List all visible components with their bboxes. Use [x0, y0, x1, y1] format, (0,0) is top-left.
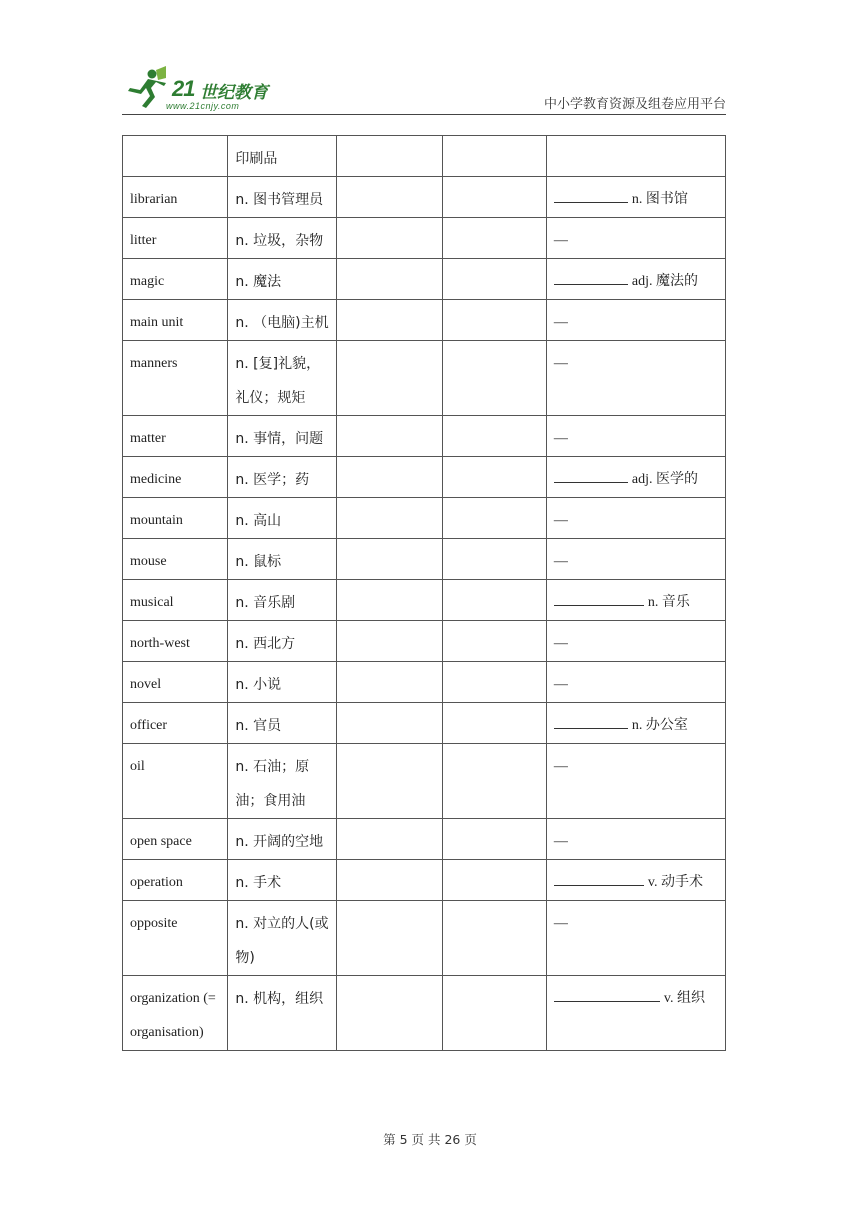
meaning-cell: n. 对立的人(或物) — [228, 901, 337, 976]
meaning-cell: n. 开阔的空地 — [228, 819, 337, 860]
empty-cell — [442, 860, 546, 901]
derivative-cell — [546, 860, 725, 901]
derivative-cell — [546, 341, 725, 416]
empty-cell — [442, 539, 546, 580]
empty-cell — [337, 539, 442, 580]
table-row — [123, 498, 726, 539]
table-row — [123, 416, 726, 457]
empty-cell — [442, 901, 546, 976]
derivative-text: n. 图书馆 — [631, 192, 688, 207]
derivative-cell — [546, 580, 725, 621]
derivative-text: — — [553, 916, 568, 931]
page-number: 第 5 页 共 26 页 — [383, 1132, 477, 1147]
derivative-text: — — [553, 554, 568, 569]
fill-blank[interactable] — [554, 270, 628, 285]
meaning-cell: n. 机构，组织 — [228, 976, 337, 1051]
derivative-text: n. 办公室 — [631, 718, 688, 733]
derivative-text: — — [553, 315, 568, 330]
derivative-cell — [546, 621, 725, 662]
meaning-cell: n. 手术 — [228, 860, 337, 901]
table-row — [123, 901, 726, 976]
table-row — [123, 136, 726, 177]
word-cell — [123, 136, 228, 177]
empty-cell — [337, 457, 442, 498]
derivative-cell — [546, 300, 725, 341]
word-cell: opposite — [123, 901, 228, 976]
derivative-text: n. 音乐 — [647, 595, 690, 610]
empty-cell — [337, 976, 442, 1051]
fill-blank[interactable] — [554, 591, 644, 606]
word-cell: novel — [123, 662, 228, 703]
table-row — [123, 819, 726, 860]
derivative-cell — [546, 259, 725, 300]
meaning-cell: n. 图书管理员 — [228, 177, 337, 218]
meaning-cell: n. 官员 — [228, 703, 337, 744]
table-row — [123, 259, 726, 300]
derivative-text: — — [553, 636, 568, 651]
meaning-cell: n. 医学；药 — [228, 457, 337, 498]
fill-blank[interactable] — [554, 188, 628, 203]
empty-cell — [337, 218, 442, 259]
word-cell: magic — [123, 259, 228, 300]
word-cell: litter — [123, 218, 228, 259]
empty-cell — [337, 662, 442, 703]
derivative-cell — [546, 218, 725, 259]
derivative-cell — [546, 901, 725, 976]
empty-cell — [337, 416, 442, 457]
empty-cell — [442, 416, 546, 457]
meaning-cell: n. 鼠标 — [228, 539, 337, 580]
empty-cell — [337, 744, 442, 819]
meaning-cell: n. 魔法 — [228, 259, 337, 300]
word-cell: medicine — [123, 457, 228, 498]
runner-icon — [122, 66, 172, 112]
word-cell: officer — [123, 703, 228, 744]
derivative-text: — — [553, 431, 568, 446]
table-row — [123, 177, 726, 218]
derivative-cell — [546, 662, 725, 703]
word-cell: matter — [123, 416, 228, 457]
logo-number: 21 — [172, 76, 195, 101]
derivative-text: — — [553, 834, 568, 849]
vocabulary-table — [122, 135, 726, 1051]
fill-blank[interactable] — [554, 987, 660, 1002]
table-row — [123, 218, 726, 259]
table-row — [123, 300, 726, 341]
empty-cell — [337, 621, 442, 662]
word-cell: musical — [123, 580, 228, 621]
derivative-text: — — [553, 356, 568, 371]
derivative-cell — [546, 744, 725, 819]
empty-cell — [442, 300, 546, 341]
derivative-text: — — [553, 513, 568, 528]
table-row — [123, 341, 726, 416]
empty-cell — [442, 498, 546, 539]
page-header — [122, 66, 726, 115]
derivative-cell — [546, 498, 725, 539]
empty-cell — [442, 259, 546, 300]
derivative-text: — — [553, 677, 568, 692]
empty-cell — [442, 341, 546, 416]
empty-cell — [337, 136, 442, 177]
derivative-cell — [546, 539, 725, 580]
empty-cell — [442, 819, 546, 860]
derivative-cell — [546, 457, 725, 498]
empty-cell — [337, 860, 442, 901]
meaning-cell: n. 石油；原油；食用油 — [228, 744, 337, 819]
empty-cell — [337, 498, 442, 539]
logo-url: www.21cnjy.com — [166, 101, 240, 111]
empty-cell — [337, 703, 442, 744]
meaning-cell: n. [复]礼貌，礼仪；规矩 — [228, 341, 337, 416]
meaning-cell: n. 高山 — [228, 498, 337, 539]
site-logo — [122, 66, 292, 112]
fill-blank[interactable] — [554, 468, 628, 483]
empty-cell — [442, 177, 546, 218]
empty-cell — [442, 580, 546, 621]
table-row — [123, 539, 726, 580]
word-cell: mountain — [123, 498, 228, 539]
derivative-text: adj. 魔法的 — [631, 274, 698, 289]
word-cell: librarian — [123, 177, 228, 218]
meaning-cell: n. 西北方 — [228, 621, 337, 662]
fill-blank[interactable] — [554, 714, 628, 729]
derivative-cell — [546, 819, 725, 860]
derivative-text: v. 组织 — [663, 991, 705, 1006]
empty-cell — [337, 259, 442, 300]
word-cell: mouse — [123, 539, 228, 580]
meaning-cell: 印刷品 — [228, 136, 337, 177]
table-row — [123, 976, 726, 1051]
meaning-cell: n. 垃圾，杂物 — [228, 218, 337, 259]
word-cell: organization (= organisation) — [123, 976, 228, 1051]
derivative-cell — [546, 703, 725, 744]
table-row — [123, 744, 726, 819]
logo-text: 世纪教育 — [200, 83, 268, 103]
word-cell: operation — [123, 860, 228, 901]
derivative-cell — [546, 416, 725, 457]
empty-cell — [337, 300, 442, 341]
table-row — [123, 621, 726, 662]
derivative-text: v. 动手术 — [647, 875, 703, 890]
word-cell: open space — [123, 819, 228, 860]
empty-cell — [442, 621, 546, 662]
empty-cell — [442, 703, 546, 744]
derivative-cell — [546, 177, 725, 218]
derivative-text: adj. 医学的 — [631, 472, 698, 487]
table-row — [123, 457, 726, 498]
table-row — [123, 703, 726, 744]
empty-cell — [337, 341, 442, 416]
empty-cell — [337, 819, 442, 860]
word-cell: manners — [123, 341, 228, 416]
platform-name: 中小学教育资源及组卷应用平台 — [543, 97, 726, 112]
empty-cell — [442, 744, 546, 819]
derivative-text: — — [553, 759, 568, 774]
word-cell: main unit — [123, 300, 228, 341]
empty-cell — [337, 177, 442, 218]
derivative-cell — [546, 976, 725, 1051]
meaning-cell: n. 音乐剧 — [228, 580, 337, 621]
word-cell: north-west — [123, 621, 228, 662]
empty-cell — [442, 218, 546, 259]
table-row — [123, 580, 726, 621]
meaning-cell: n. （电脑)主机 — [228, 300, 337, 341]
derivative-cell — [546, 136, 725, 177]
empty-cell — [442, 976, 546, 1051]
empty-cell — [337, 580, 442, 621]
empty-cell — [337, 901, 442, 976]
table-row — [123, 860, 726, 901]
meaning-cell: n. 事情，问题 — [228, 416, 337, 457]
table-row — [123, 662, 726, 703]
meaning-cell: n. 小说 — [228, 662, 337, 703]
empty-cell — [442, 136, 546, 177]
empty-cell — [442, 662, 546, 703]
empty-cell — [442, 457, 546, 498]
derivative-text: — — [553, 233, 568, 248]
fill-blank[interactable] — [554, 871, 644, 886]
word-cell: oil — [123, 744, 228, 819]
